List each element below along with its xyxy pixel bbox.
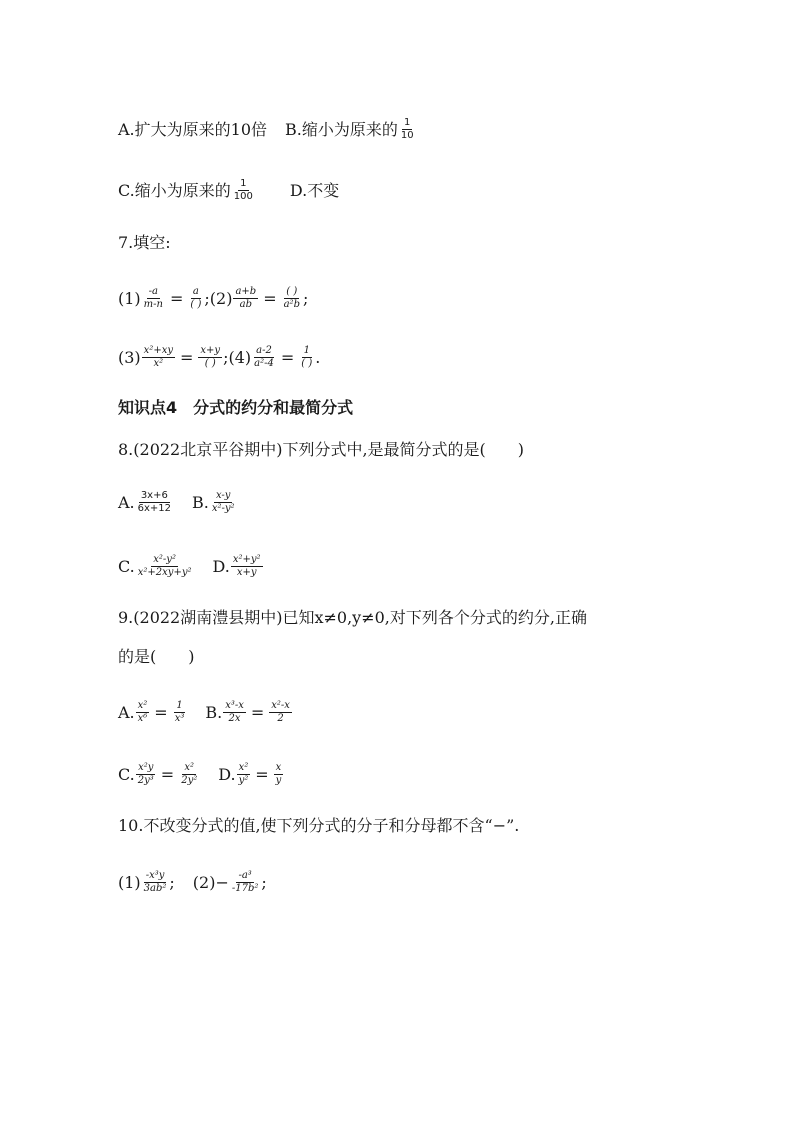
q8-option-a-label: A. bbox=[118, 492, 135, 512]
q6-option-b-label: B.缩小为原来的 bbox=[285, 119, 398, 139]
q8-options-ab bbox=[118, 490, 238, 515]
q9-option-b-right: $\frac{\text{x²-x}}{2}$ bbox=[271, 700, 290, 724]
q8-option-b-label: B. bbox=[192, 492, 209, 512]
q7-part3-label: (3) bbox=[118, 347, 141, 367]
q6-option-d: D.不变 bbox=[289, 180, 340, 200]
equals-sign: = bbox=[169, 288, 184, 308]
q6-option-b-fraction: $\frac{1}{10}$ bbox=[400, 117, 414, 141]
q7-part4-label: (4) bbox=[228, 347, 252, 367]
q9-stem-text-2: 的是( ) bbox=[118, 647, 195, 666]
q7-part3-right-fraction: $\frac{x+y}{( )}$ bbox=[200, 345, 221, 369]
q9-option-d-left: $\frac{\text{x²}}{\text{y²}}$ bbox=[238, 762, 249, 786]
q8-option-a-fraction: $\frac{3x+6}{6x+12}$ bbox=[137, 490, 172, 514]
section-heading bbox=[118, 398, 353, 418]
equals-sign: = bbox=[154, 702, 168, 722]
q10-part2-label: (2)− bbox=[192, 872, 229, 892]
q7-part2-right-fraction: $\frac{( )}{\text{a²b}}$ bbox=[283, 286, 300, 310]
q8-stem-text: 8.(2022北京平谷期中)下列分式中,是最简分式的是( ) bbox=[118, 440, 525, 459]
q9-stem-line2 bbox=[118, 647, 195, 667]
q7-part1-right-fraction: $\frac{a}{( )}$ bbox=[190, 286, 202, 310]
q6-option-a: A.扩大为原来的10倍 bbox=[118, 119, 268, 139]
q8-option-b-fraction: $\frac{x-y}{\text{x²-y²}}$ bbox=[211, 490, 235, 514]
q8-option-c-label: C. bbox=[118, 556, 135, 576]
q6-option-c-label: C.缩小为原来的 bbox=[118, 180, 231, 200]
q10-part1-label: (1) bbox=[118, 872, 141, 892]
q9-option-c-left: $\frac{\text{x²y}}{\text{2y³}}$ bbox=[137, 762, 154, 786]
q7-parts-3-4 bbox=[118, 345, 320, 370]
equals-sign: = bbox=[280, 347, 295, 367]
q7-part4-right-fraction: $\frac{1}{( )}$ bbox=[301, 345, 313, 369]
q7-title bbox=[118, 233, 171, 253]
q9-options-ab bbox=[118, 700, 293, 725]
separator: ; bbox=[204, 288, 210, 308]
q7-part1-left-fraction: $\frac{-a}{m-n}$ bbox=[143, 286, 163, 310]
q7-parts-1-2 bbox=[118, 286, 308, 311]
q7-part3-left-fraction: $\frac{\text{x²+xy}}{\text{x²}}$ bbox=[143, 345, 173, 369]
q8-option-d-label: D. bbox=[212, 556, 230, 576]
q9-stem-text-1: 9.(2022湖南澧县期中)已知x≠0,y≠0,对下列各个分式的约分,正确 bbox=[118, 608, 587, 627]
q9-option-d-right: $\frac{x}{y}$ bbox=[275, 762, 282, 786]
q9-option-d-label: D. bbox=[218, 764, 236, 784]
q10-stem bbox=[118, 816, 519, 836]
q6-options-ab bbox=[118, 117, 417, 142]
separator: ; bbox=[223, 347, 229, 367]
q9-option-a-right: $\frac{1}{\text{x³}}$ bbox=[174, 700, 185, 724]
separator: ; bbox=[169, 872, 175, 892]
q9-option-a-label: A. bbox=[118, 702, 135, 722]
q9-option-c-label: C. bbox=[118, 764, 135, 784]
equals-sign: = bbox=[250, 702, 265, 722]
separator: . bbox=[315, 347, 321, 367]
q10-parts bbox=[118, 870, 267, 895]
q10-stem-text: 10.不改变分式的值,使下列分式的分子和分母都不含“−”. bbox=[118, 816, 520, 835]
q7-title-text: 7.填空: bbox=[118, 233, 171, 252]
q10-part2-fraction: $\frac{\text{-a³}}{\text{-17b²}}$ bbox=[231, 870, 259, 894]
q9-option-b-left: $\frac{\text{x³-x}}{2x}$ bbox=[225, 700, 244, 724]
q7-part2-label: (2) bbox=[209, 288, 233, 308]
equals-sign: = bbox=[160, 764, 175, 784]
equals-sign: = bbox=[255, 764, 269, 784]
equals-sign: = bbox=[263, 288, 277, 308]
q8-option-c-fraction: $\frac{\text{x²-y²}}{\text{x²+2xy+y²}}$ bbox=[137, 554, 192, 578]
q9-options-cd bbox=[118, 762, 284, 787]
q6-options-cd bbox=[118, 178, 339, 203]
q9-stem-line1 bbox=[118, 608, 587, 628]
q9-option-b-label: B. bbox=[205, 702, 223, 722]
q7-part1-label: (1) bbox=[118, 288, 141, 308]
q7-part2-left-fraction: $\frac{a+b}{ab}$ bbox=[235, 286, 257, 310]
q8-options-cd bbox=[118, 554, 264, 579]
q9-option-c-right: $\frac{\text{x²}}{\text{2y²}}$ bbox=[181, 762, 198, 786]
q9-option-a-left: $\frac{\text{x²}}{\text{x⁶}}$ bbox=[137, 700, 148, 724]
equals-sign: = bbox=[180, 347, 194, 367]
q6-option-c-fraction: $\frac{1}{100}$ bbox=[233, 178, 253, 202]
separator: ; bbox=[261, 872, 267, 892]
q7-part4-left-fraction: $\frac{a-2}{\text{a²-4}}$ bbox=[254, 345, 274, 369]
separator: ; bbox=[302, 288, 309, 308]
q10-part1-fraction: $\frac{\text{-x³y}}{\text{3ab²}}$ bbox=[143, 870, 167, 894]
q8-option-d-fraction: $\frac{\text{x²+y²}}{x+y}$ bbox=[232, 554, 261, 578]
q8-stem bbox=[118, 440, 524, 460]
section-heading-text: 知识点4 分式的约分和最简分式 bbox=[118, 398, 354, 417]
